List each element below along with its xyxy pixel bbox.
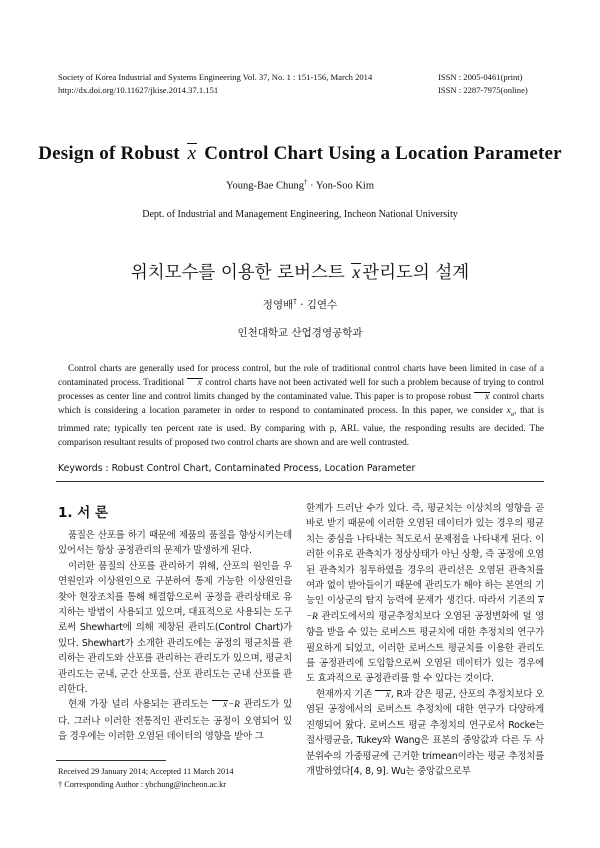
korean-affiliation: 인천대학교 산업경영공학과 — [237, 327, 363, 339]
body-right-column — [306, 501, 544, 779]
section-title: 서 론 — [77, 505, 109, 521]
issn-online: ISSN : 2287-7975(online) — [438, 85, 528, 95]
korean-author-first: 정영배 — [262, 299, 294, 311]
section-divider — [56, 481, 544, 482]
abstract-part3: control charts which is considering a location parameter in order to respond to contaminated process. In this paper, we consider — [58, 392, 544, 416]
author-separator: · — [307, 180, 316, 192]
received-date: Received 29 January 2014; Accepted 11 March 2014 — [58, 767, 234, 776]
journal-line: Society of Korea Industrial and Systems Engineering Vol. 37, No. 1 : 151-156, March 2014 — [58, 72, 373, 82]
body-x-bar: x — [539, 596, 544, 607]
authors — [0, 178, 600, 192]
abstract-part4: , that is trimmed rate; typically ten percent rate is used. By comparing with p, ARL value, the responding results are decided. The comparison resultant results of proposed two control charts are shown and are well contrasted. — [58, 406, 544, 448]
paper-title — [0, 143, 600, 165]
korean-x-bar-symbol: x — [352, 262, 361, 282]
korean-author-second: 김연수 — [306, 299, 338, 311]
author-second: Yon-Soo Kim — [315, 180, 374, 192]
abstract-part1: Control charts are generally used for process control, but the role of traditional control charts have been limited in case of a contaminated process. Traditional — [58, 364, 544, 388]
abstract-x-bar-1: x — [187, 378, 203, 388]
body-paragraph: 현재 가장 널리 사용되는 관리도는 x−R 관리도가 있다. 그러나 이러한 전통적인 관리도는 공정이 오염되어 있을 경우에는 이러한 오염된 데이터의 영향을 받아 그 — [58, 699, 292, 743]
keywords — [58, 463, 544, 474]
korean-authors — [0, 297, 600, 312]
body-paragraph: 현재까지 기존 x, R과 같은 평균, 산포의 추정치보다 오염된 공정에서의 로버스트 추정치에 대한 연구가 다양하게 진행되어 왔다. 로버스트 평균 추정치의 연구로서 Rocke는 절사평균을, Tukey와 Wang은 표본의 중앙값과 다른 두 사분위수의 가중평균에 근거한 trimean이라는 평균 추정치를 개발하였다[4, 8, 9]. Wu는 중앙값으로부 — [306, 688, 545, 777]
corresponding-mark: † — [303, 178, 308, 186]
issn-print: ISSN : 2005-0461(print) — [438, 72, 523, 82]
body-paragraph: 한계가 드러난 수가 있다. 즉, 평균치는 이상치의 영향을 곧바로 받기 때문에 이러한 오염된 데이터가 있는 경우의 평균치는 중심을 나타내는 척도로서 문제점을 나타내게 된다. 이러한 이유로 관측치가 정상상태가 아닌 상황, 즉 공정에 오염된 관측치가 침투하였을 경우의 관리선은 오염된 관측치를 여과 없이 받아들이기 때문에 관리도가 해야 하는 본연의 기능인 이상군의 탐지 능력에 문제가 생긴다. 따라서 기존의 x−R 관리도에서의 평균추정치보다 오염된 공정변화에 덜 영향을 받을 수 있는 로버스트 평균치에 대한 추정치의 연구가 필요하게 되었고, 이러한 로버스트 평균치를 이용한 관리도를 공정관리에 도입함으로써 오염된 데이터가 있는 경우에도 효과적으로 공정관리를 할 수 있다는 것이다. — [306, 503, 544, 685]
title-after: Control Chart Using a Location Parameter — [204, 143, 562, 164]
section-number: 1. — [58, 505, 73, 521]
footnote-divider — [56, 760, 166, 761]
keywords-label: Keywords — [58, 463, 103, 474]
body-x-bar: x — [212, 700, 228, 710]
corresponding-author: † Corresponding Author : ybchung@incheon.ac.kr — [58, 780, 227, 789]
korean-title — [0, 259, 600, 284]
x-bar-symbol: x — [187, 143, 197, 164]
section-heading — [58, 501, 108, 521]
author-first: Young-Bae Chung — [225, 180, 304, 192]
abstract — [58, 362, 544, 450]
abstract-x-alpha: $x_\alpha$ — [506, 406, 514, 418]
body-left-column — [58, 528, 292, 745]
korean-corresponding-mark: † — [293, 297, 297, 306]
korean-author-separator: · — [296, 299, 307, 311]
body-x-bar: x — [375, 690, 391, 700]
body-paragraph: 이러한 품질의 산포를 관리하기 위해, 산포의 원인을 우연원인과 이상원인으로 구분하여 통제 가능한 이상원인을 찾아 현장조치를 통해 해결함으로써 공정을 관리상태로 유지하는 방법이 사용되고 있으며, 대표적으로 사용되는 도구로써 Shewhart에 의해 제창된 관리도(Control Chart)가 있다. Shewhart가 소개한 관리도에는 공정의 평균치를 관리하는 관리도와 산포를 관리하는 관리도가 있으며, 평균치 관리도는 군내, 군간 산포를, 산포 관리도는 군내 산포를 관리한다. — [58, 560, 292, 696]
korean-title-before: 위치모수를 이용한 로버스트 — [130, 263, 345, 283]
doi-link[interactable]: http://dx.doi.org/10.11627/jkise.2014.37.1.151 — [58, 85, 219, 95]
abstract-part2: control charts have not been activated well for such a problem because of trying to control processes as center line and control limits changed by the contaminated value. This paper is to propose robust — [58, 378, 544, 402]
body-paragraph: 품질은 산포를 하기 때문에 제품의 품질을 향상시키는데 있어서는 항상 공정관리의 문제가 발생하게 된다. — [58, 530, 292, 557]
abstract-x-bar-2: x — [474, 392, 490, 402]
korean-title-after: 관리도의 설계 — [362, 263, 470, 283]
keywords-text: : Robust Control Chart, Contaminated Process, Location Parameter — [102, 463, 416, 474]
affiliation: Dept. of Industrial and Management Engineering, Incheon National University — [142, 209, 458, 220]
title-before: Design of Robust — [38, 143, 180, 164]
